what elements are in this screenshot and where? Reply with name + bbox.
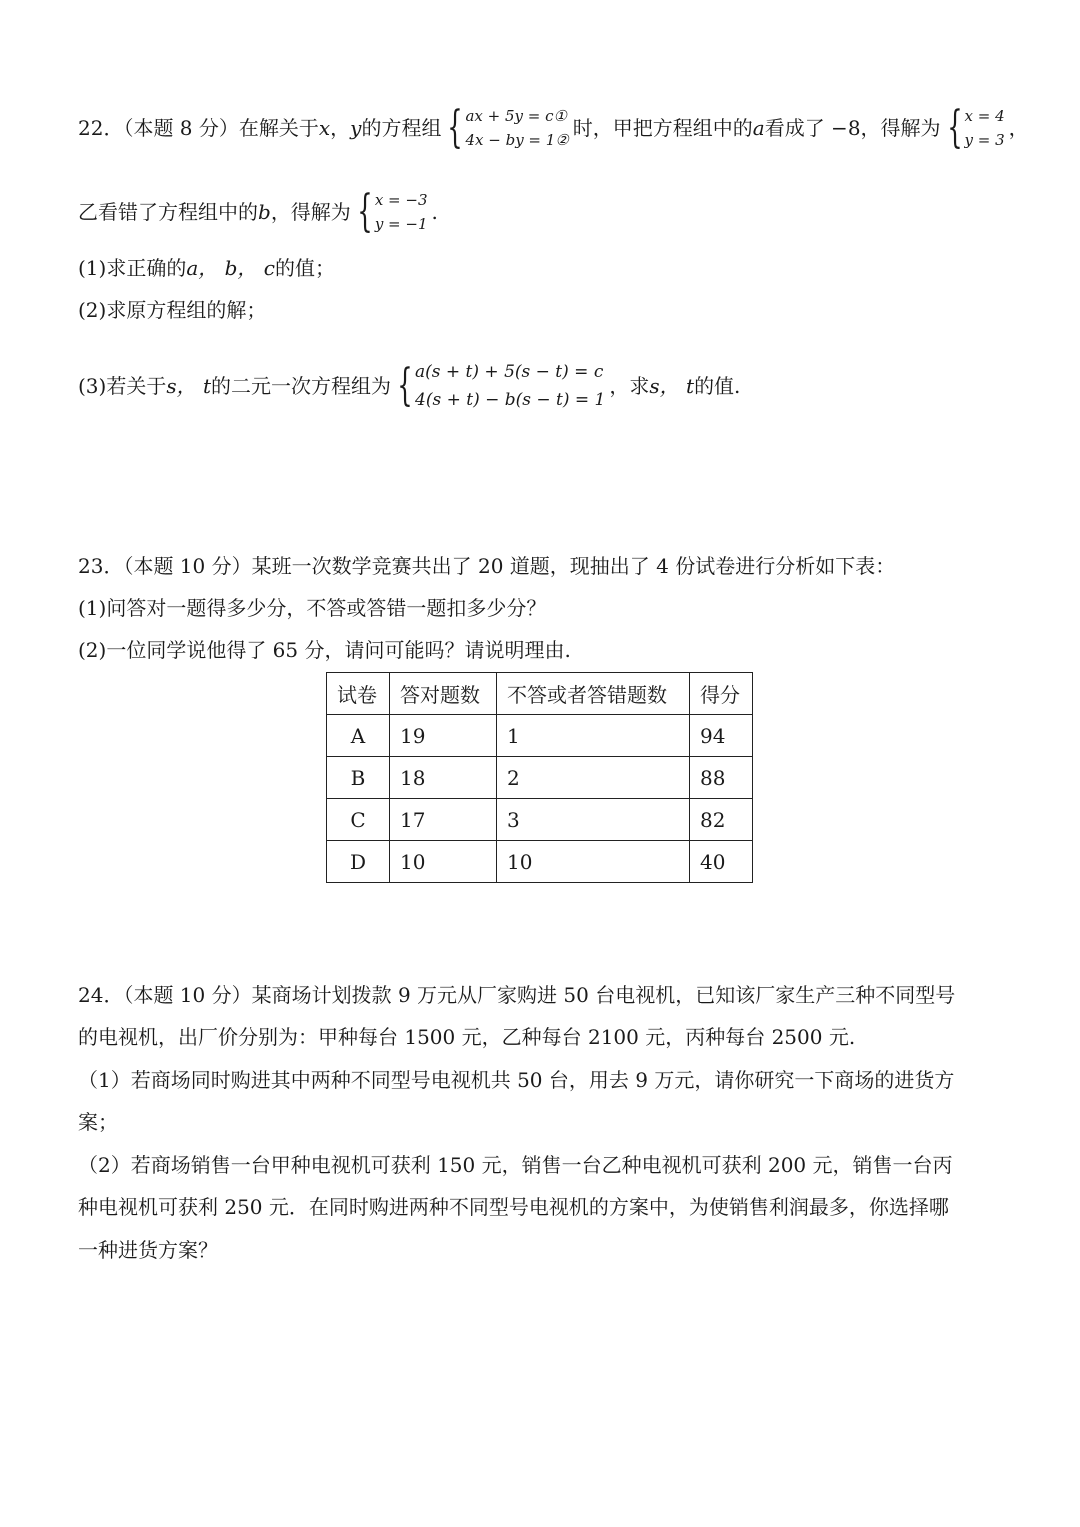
q24-line-6 bbox=[78, 1193, 949, 1221]
q22-sol1-y: y = 3 bbox=[964, 131, 1005, 149]
q22-sol2-y: y = −1 bbox=[374, 215, 428, 233]
table-cell: 40 bbox=[690, 841, 753, 883]
q22-sol1-x: x = 4 bbox=[964, 107, 1005, 125]
table-header: 得分 bbox=[690, 673, 753, 715]
score-table bbox=[326, 672, 753, 883]
table-cell: 3 bbox=[497, 799, 690, 841]
q22-p3-mid: 的二元一次方程组为 bbox=[211, 374, 392, 398]
q22-var-b: b bbox=[258, 200, 271, 224]
q22-comma: ， bbox=[330, 116, 351, 140]
table-header: 试卷 bbox=[327, 673, 390, 715]
q22-p3-vars: s， t bbox=[166, 374, 212, 398]
q24-line-2 bbox=[78, 1023, 855, 1051]
q22-equation-system: { ax + 5y = c① 4x − by = 1② bbox=[447, 102, 569, 153]
q22-p3-eq1: a(s + t) + 5(s − t) = c bbox=[415, 362, 604, 382]
table-cell: 1 bbox=[497, 715, 690, 757]
table-cell: 2 bbox=[497, 757, 690, 799]
q22-solution-1: { x = 4 y = 3 bbox=[946, 102, 1005, 153]
q24-line-4 bbox=[78, 1108, 118, 1136]
q22-mid1: 的方程组 bbox=[361, 116, 442, 140]
q24-line2: 的电视机，出厂价分别为：甲种每台 1500 元，乙种每台 2100 元，丙种每台 2500 元. bbox=[78, 1025, 856, 1049]
q24-line7: 一种进货方案？ bbox=[78, 1238, 218, 1262]
table-cell: 19 bbox=[390, 715, 497, 757]
q22-var-y: y bbox=[350, 116, 362, 140]
table-cell: 82 bbox=[690, 799, 753, 841]
table-header: 不答或者答错题数 bbox=[497, 673, 690, 715]
q24-line-5 bbox=[78, 1151, 953, 1179]
table-cell: 88 bbox=[690, 757, 753, 799]
q23-header bbox=[78, 552, 895, 580]
q24-line-7 bbox=[78, 1236, 218, 1264]
q22-solution-2: { x = −3 y = −1 bbox=[357, 186, 428, 237]
q22-p2: (2)求原方程组的解； bbox=[78, 298, 267, 322]
q22-part-2 bbox=[78, 296, 266, 324]
q22-p1-pre: (1)求正确的 bbox=[78, 256, 187, 280]
q22-sol2-x: x = −3 bbox=[374, 191, 428, 209]
q22-p1-end: 的值； bbox=[275, 256, 335, 280]
table-row bbox=[327, 841, 753, 883]
table-cell: 17 bbox=[390, 799, 497, 841]
table-row bbox=[327, 799, 753, 841]
q22-line2-end: . bbox=[431, 200, 438, 224]
q22-p3-end: 的值. bbox=[694, 374, 741, 398]
q22-eq1: ax + 5y = c① bbox=[465, 107, 567, 125]
table-cell: C bbox=[327, 799, 390, 841]
q22-part-1 bbox=[78, 254, 335, 282]
q22-eq2: 4x − by = 1② bbox=[465, 131, 569, 149]
q23-header-text: 23．（本题 10 分）某班一次数学竞赛共出了 20 道题，现抽出了 4 份试卷进行分析如下表： bbox=[78, 554, 896, 578]
q22-p3-pre: (3)若关于 bbox=[78, 374, 167, 398]
q22-line2-pre: 乙看错了方程组中的 bbox=[78, 200, 258, 224]
q24-line4: 案； bbox=[78, 1110, 118, 1134]
table-row bbox=[327, 715, 753, 757]
q22-mid2: 时，甲把方程组中的 bbox=[572, 116, 753, 140]
q24-line-3 bbox=[78, 1066, 954, 1094]
q22-header: 22．（本题 8 分）在解关于 bbox=[78, 116, 319, 140]
q22-p3-vars2: s， t bbox=[649, 374, 695, 398]
q22-mid3: 看成了 −8，得解为 bbox=[764, 116, 941, 140]
q22-line2-mid: ，得解为 bbox=[270, 200, 351, 224]
q24-line5: （2）若商场销售一台甲种电视机可获利 150 元，销售一台乙种电视机可获利 200 元，销售一台丙 bbox=[78, 1153, 953, 1177]
q24-line-1 bbox=[78, 981, 955, 1009]
q23-part-2 bbox=[78, 636, 571, 664]
q22-p3-eq2: 4(s + t) − b(s − t) = 1 bbox=[415, 390, 606, 410]
table-cell: A bbox=[327, 715, 390, 757]
q24-line3: （1）若商场同时购进其中两种不同型号电视机共 50 台，用去 9 万元，请你研究一下商场的进货方 bbox=[78, 1068, 955, 1092]
table-cell: 10 bbox=[390, 841, 497, 883]
q23-p1: (1)问答对一题得多少分，不答或答错一题扣多少分？ bbox=[78, 596, 547, 620]
q22-p1-vars: a， b， c bbox=[186, 256, 275, 280]
table-cell: D bbox=[327, 841, 390, 883]
table-cell: 10 bbox=[497, 841, 690, 883]
table-cell: 94 bbox=[690, 715, 753, 757]
q24-line6: 种电视机可获利 250 元．在同时购进两种不同型号电视机的方案中，为使销售利润最多，你选择哪 bbox=[78, 1195, 949, 1219]
q22-part-3 bbox=[78, 358, 740, 414]
q22-p3-mid2: ，求 bbox=[609, 374, 650, 398]
q24-line1: 24．（本题 10 分）某商场计划拨款 9 万元从厂家购进 50 台电视机，已知该厂家生产三种不同型号 bbox=[78, 983, 956, 1007]
table-cell: 18 bbox=[390, 757, 497, 799]
table-row bbox=[327, 757, 753, 799]
table-header-row bbox=[327, 673, 753, 715]
q22-line-1 bbox=[78, 104, 1029, 152]
q22-line-2 bbox=[78, 188, 438, 236]
q23-part-1 bbox=[78, 594, 546, 622]
q22-var-a: a bbox=[752, 116, 765, 140]
table-cell: B bbox=[327, 757, 390, 799]
q22-end1: ， bbox=[1008, 116, 1029, 140]
q23-p2: (2)一位同学说他得了 65 分，请问可能吗？请说明理由. bbox=[78, 638, 571, 662]
q22-var-x: x bbox=[318, 116, 331, 140]
table-header: 答对题数 bbox=[390, 673, 497, 715]
q22-p3-system: { a(s + t) + 5(s − t) = c 4(s + t) − b(s − t) = 1 bbox=[395, 358, 605, 414]
